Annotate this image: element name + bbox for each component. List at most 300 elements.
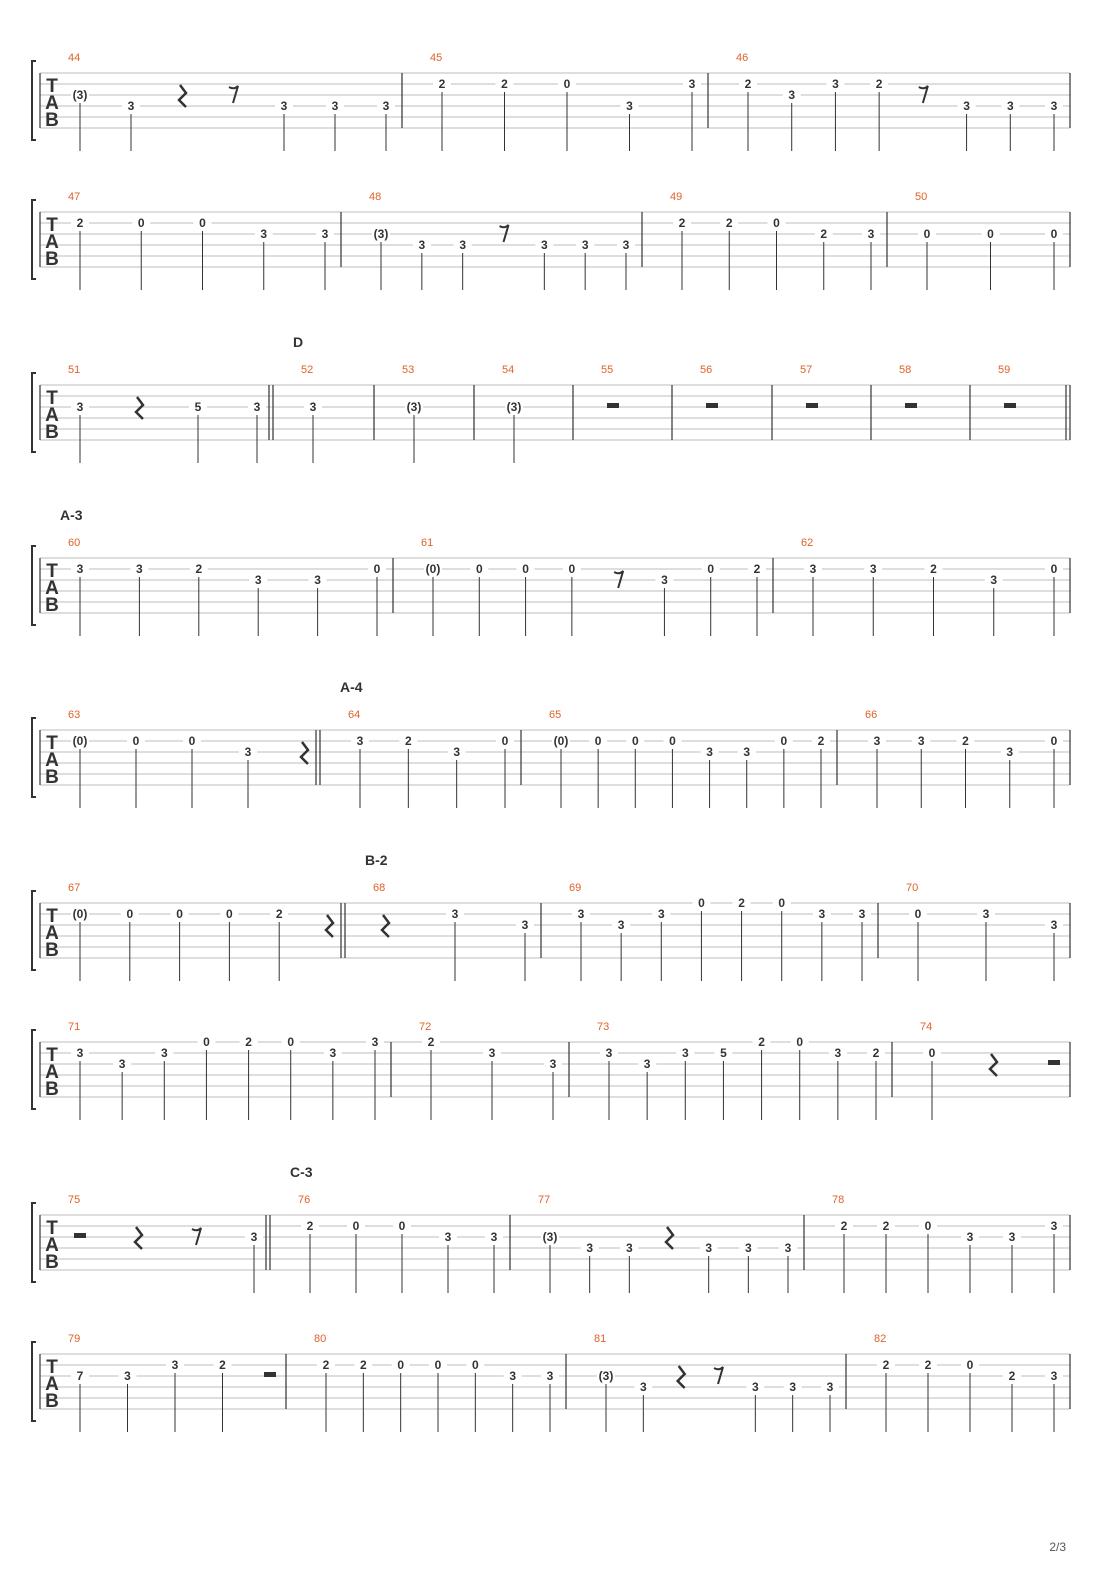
fret-number: 2 xyxy=(744,77,752,91)
system-bracket xyxy=(32,718,36,797)
fret-number: 2 xyxy=(962,734,969,748)
fret-number: 3 xyxy=(244,745,252,759)
fret-number: 2 xyxy=(322,1358,330,1372)
tab-clef-letter: B xyxy=(45,595,59,616)
fret-number: (3) xyxy=(542,1230,558,1244)
tab-clef-letter: A xyxy=(45,1235,59,1256)
fret-number: 0 xyxy=(137,216,145,230)
fret-number: (3) xyxy=(506,400,522,414)
tab-system xyxy=(32,679,1070,808)
fret-number: 3 xyxy=(136,562,143,576)
tab-clef-letter: B xyxy=(45,249,59,270)
fret-number: 3 xyxy=(1006,99,1014,113)
fret-number: 3 xyxy=(76,400,84,414)
fret-number: (0) xyxy=(425,562,441,576)
fret-number: 2 xyxy=(820,227,828,241)
tab-clef-letter: A xyxy=(45,93,59,114)
measure-number: 48 xyxy=(369,191,382,203)
fret-number: 3 xyxy=(76,562,84,576)
fret-number: 2 xyxy=(245,1035,252,1049)
fret-number: 3 xyxy=(751,1380,759,1394)
tab-system xyxy=(32,52,1070,151)
measure xyxy=(421,537,766,636)
measure-number: 78 xyxy=(832,1194,845,1206)
fret-number: (0) xyxy=(72,734,88,748)
quarter-rest xyxy=(136,397,143,419)
fret-number: (3) xyxy=(72,88,88,102)
fret-number: 2 xyxy=(678,216,686,230)
fret-number: 2 xyxy=(1008,1369,1016,1383)
tab-clef-letter: T xyxy=(46,1045,58,1066)
fret-number: 3 xyxy=(784,1241,792,1255)
measure-number: 80 xyxy=(314,1333,327,1345)
fret-number: 3 xyxy=(509,1369,517,1383)
quarter-rest xyxy=(990,1054,997,1076)
fret-number: 3 xyxy=(867,227,875,241)
half-rest xyxy=(74,1233,86,1238)
fret-number: 3 xyxy=(639,1380,647,1394)
fret-number: 0 xyxy=(631,734,639,748)
fret-number: 3 xyxy=(1050,1219,1058,1233)
measure xyxy=(800,364,818,408)
measure-number: 54 xyxy=(502,364,515,376)
tab-clef-letter: T xyxy=(46,1218,58,1239)
tab-system xyxy=(32,852,1070,981)
measure-number: 47 xyxy=(68,191,81,203)
quarter-rest xyxy=(135,1227,142,1249)
fret-number: 3 xyxy=(581,238,589,252)
fret-number: (3) xyxy=(373,227,389,241)
measure xyxy=(419,1021,562,1120)
fret-number: 2 xyxy=(725,216,733,230)
measure xyxy=(402,364,423,463)
fret-number: 3 xyxy=(1008,1230,1016,1244)
section-marker: C-3 xyxy=(290,1164,313,1180)
page-number: 2/3 xyxy=(1049,1540,1066,1554)
measure-number: 53 xyxy=(402,364,415,376)
fret-number: 2 xyxy=(738,896,745,910)
fret-number: 3 xyxy=(488,1046,496,1060)
measure-number: 45 xyxy=(430,52,443,64)
fret-number: 0 xyxy=(698,896,705,910)
measure xyxy=(68,52,395,151)
measure xyxy=(801,537,1063,636)
measure xyxy=(68,364,266,463)
fret-number: 3 xyxy=(681,1046,689,1060)
tab-clef-letter: B xyxy=(45,110,59,131)
fret-number: 3 xyxy=(444,1230,452,1244)
fret-number: 2 xyxy=(882,1219,890,1233)
fret-number: 0 xyxy=(1050,562,1058,576)
quarter-rest xyxy=(666,1227,673,1249)
measure-number: 64 xyxy=(348,709,361,721)
measure xyxy=(365,852,534,981)
measure-number: 82 xyxy=(874,1333,887,1345)
quarter-rest xyxy=(326,915,333,937)
fret-number: 3 xyxy=(706,745,713,759)
system-bracket xyxy=(32,373,36,452)
measure-number: 50 xyxy=(915,191,928,203)
measure xyxy=(569,882,871,981)
measure xyxy=(538,1194,797,1293)
measure xyxy=(670,191,880,290)
measure xyxy=(915,191,1063,290)
fret-number: 3 xyxy=(1050,99,1058,113)
measure xyxy=(549,709,830,808)
fret-number: 3 xyxy=(371,1035,379,1049)
fret-number: 3 xyxy=(617,918,625,932)
tab-clef-letter: T xyxy=(46,1357,58,1378)
fret-number: 0 xyxy=(522,562,529,576)
fret-number: 3 xyxy=(521,918,529,932)
fret-number: 3 xyxy=(490,1230,498,1244)
fret-number: 0 xyxy=(287,1035,295,1049)
fret-number: 3 xyxy=(76,1046,84,1060)
measure-number: 65 xyxy=(549,709,562,721)
measure-number: 68 xyxy=(373,882,386,894)
measure-number: 70 xyxy=(906,882,919,894)
fret-number: 2 xyxy=(875,77,883,91)
measure-number: 74 xyxy=(920,1021,933,1033)
measure-number: 67 xyxy=(68,882,81,894)
measure xyxy=(597,1021,885,1120)
measure-number: 55 xyxy=(601,364,614,376)
fret-number: 2 xyxy=(924,1358,932,1372)
measure xyxy=(601,364,619,408)
tab-clef-letter: B xyxy=(45,1391,59,1412)
measure xyxy=(68,1021,384,1120)
fret-number: 3 xyxy=(743,745,751,759)
tab-clef-letter: T xyxy=(46,906,58,927)
fret-number: 0 xyxy=(796,1035,804,1049)
fret-number: 3 xyxy=(586,1241,594,1255)
quarter-rest xyxy=(301,742,308,764)
fret-number: 2 xyxy=(817,734,825,748)
fret-number: 3 xyxy=(309,400,317,414)
fret-number: 3 xyxy=(453,745,461,759)
measure-number: 56 xyxy=(700,364,713,376)
tab-clef-letter: B xyxy=(45,1252,59,1273)
fret-number: 0 xyxy=(1050,227,1058,241)
fret-number: 3 xyxy=(788,88,796,102)
tab-clef-letter: A xyxy=(45,578,59,599)
fret-number: 3 xyxy=(744,1241,752,1255)
fret-number: 3 xyxy=(451,907,459,921)
fret-number: 2 xyxy=(872,1046,880,1060)
fret-number: 0 xyxy=(471,1358,479,1372)
measure-number: 73 xyxy=(597,1021,610,1033)
tab-clef-letter: A xyxy=(45,1062,59,1083)
fret-number: 5 xyxy=(720,1046,727,1060)
measure xyxy=(998,364,1016,408)
measure xyxy=(340,679,514,808)
half-rest xyxy=(1004,403,1016,408)
fret-number: 2 xyxy=(275,907,283,921)
fret-number: 0 xyxy=(434,1358,442,1372)
measure xyxy=(68,1194,263,1293)
fret-number: 3 xyxy=(626,99,633,113)
half-rest xyxy=(706,403,718,408)
measure-number: 58 xyxy=(899,364,912,376)
fret-number: 3 xyxy=(705,1241,713,1255)
measure-number: 44 xyxy=(68,52,81,64)
measure-number: 71 xyxy=(68,1021,81,1033)
fret-number: 3 xyxy=(873,734,881,748)
fret-number: 3 xyxy=(171,1358,179,1372)
fret-number: 0 xyxy=(966,1358,974,1372)
tab-clef-letter: T xyxy=(46,388,58,409)
fret-number: 0 xyxy=(398,1219,406,1233)
measure-number: 75 xyxy=(68,1194,81,1206)
measure xyxy=(369,191,635,290)
fret-number: 2 xyxy=(359,1358,367,1372)
quarter-rest xyxy=(179,85,186,107)
fret-number: 3 xyxy=(826,1380,834,1394)
measure-number: 59 xyxy=(998,364,1011,376)
measure xyxy=(865,709,1063,808)
measure xyxy=(290,1164,503,1293)
fret-number: 0 xyxy=(188,734,196,748)
fret-number: 0 xyxy=(780,734,788,748)
measure xyxy=(68,191,334,290)
measure xyxy=(832,1194,1063,1293)
measure xyxy=(906,882,1063,981)
fret-number: (0) xyxy=(72,907,88,921)
fret-number: 3 xyxy=(118,1057,126,1071)
fret-number: 0 xyxy=(568,562,576,576)
fret-number: 3 xyxy=(314,573,321,587)
measure-number: 76 xyxy=(298,1194,311,1206)
fret-number: 0 xyxy=(373,562,381,576)
fret-number: 3 xyxy=(661,573,668,587)
measure-number: 49 xyxy=(670,191,683,203)
measure xyxy=(293,334,322,463)
quarter-rest xyxy=(382,915,389,937)
fret-number: 2 xyxy=(501,77,508,91)
fret-number: 3 xyxy=(127,99,135,113)
half-rest xyxy=(905,403,917,408)
fret-number: 3 xyxy=(1006,745,1014,759)
tab-clef-letter: B xyxy=(45,767,59,788)
measure xyxy=(700,364,718,408)
fret-number: 0 xyxy=(923,227,931,241)
fret-number: 2 xyxy=(930,562,937,576)
fret-number: 2 xyxy=(438,77,446,91)
fret-number: 3 xyxy=(982,907,990,921)
fret-number: 2 xyxy=(219,1358,226,1372)
measure xyxy=(68,709,308,808)
tab-clef-letter: T xyxy=(46,561,58,582)
measure-number: 52 xyxy=(301,364,314,376)
fret-number: 3 xyxy=(160,1046,168,1060)
fret-number: 3 xyxy=(1050,1369,1058,1383)
half-rest xyxy=(607,403,619,408)
fret-number: 3 xyxy=(809,562,817,576)
fret-number: 3 xyxy=(253,400,261,414)
fret-number: 0 xyxy=(501,734,509,748)
measure xyxy=(920,1021,1060,1120)
fret-number: 0 xyxy=(475,562,483,576)
section-marker: A-4 xyxy=(340,679,363,695)
section-marker: A-3 xyxy=(60,507,83,523)
fret-number: 3 xyxy=(990,573,998,587)
fret-number: 0 xyxy=(352,1219,360,1233)
fret-number: 2 xyxy=(427,1035,435,1049)
fret-number: 3 xyxy=(858,907,866,921)
fret-number: 3 xyxy=(546,1369,554,1383)
fret-number: 0 xyxy=(203,1035,210,1049)
system-bracket xyxy=(32,1203,36,1282)
fret-number: 3 xyxy=(250,1230,258,1244)
fret-number: 3 xyxy=(834,1046,842,1060)
measure-number: 79 xyxy=(68,1333,81,1345)
tab-clef-letter: B xyxy=(45,940,59,961)
measure xyxy=(594,1333,839,1432)
fret-number: 3 xyxy=(356,734,364,748)
fret-number: 3 xyxy=(331,99,339,113)
measure-number: 66 xyxy=(865,709,878,721)
fret-number: (0) xyxy=(553,734,569,748)
fret-number: 0 xyxy=(773,216,780,230)
tab-clef-letter: A xyxy=(45,923,59,944)
tab-clef-letter: A xyxy=(45,1374,59,1395)
fret-number: 3 xyxy=(540,238,548,252)
fret-number: 3 xyxy=(321,227,329,241)
system-bracket xyxy=(32,1342,36,1421)
fret-number: 3 xyxy=(963,99,970,113)
fret-number: 3 xyxy=(280,99,288,113)
half-rest xyxy=(1048,1060,1060,1065)
tab-clef-letter: B xyxy=(45,422,59,443)
fret-number: 0 xyxy=(226,907,233,921)
measure xyxy=(68,1333,276,1432)
fret-number: 2 xyxy=(306,1219,314,1233)
fret-number: 7 xyxy=(76,1369,84,1383)
fret-number: 0 xyxy=(397,1358,405,1372)
fret-number: 0 xyxy=(924,1219,932,1233)
half-rest xyxy=(806,403,818,408)
measure-number: 61 xyxy=(421,537,434,549)
fret-number: 0 xyxy=(126,907,134,921)
fret-number: 0 xyxy=(987,227,994,241)
tab-system xyxy=(32,1164,1070,1293)
measure-number: 81 xyxy=(594,1333,607,1345)
fret-number: 3 xyxy=(622,238,630,252)
quarter-rest xyxy=(678,1366,685,1388)
fret-number: 0 xyxy=(563,77,571,91)
tab-system xyxy=(32,334,1070,463)
tab-system xyxy=(32,1021,1070,1120)
tab-clef-letter: T xyxy=(46,215,58,236)
fret-number: 3 xyxy=(382,99,390,113)
fret-number: 0 xyxy=(132,734,140,748)
fret-number: 2 xyxy=(840,1219,848,1233)
system-bracket xyxy=(32,546,36,625)
fret-number: 0 xyxy=(928,1046,936,1060)
fret-number: 3 xyxy=(643,1057,651,1071)
section-marker: B-2 xyxy=(365,852,388,868)
tab-clef-letter: T xyxy=(46,76,58,97)
measure xyxy=(430,52,701,151)
measure xyxy=(736,52,1063,151)
measure xyxy=(60,507,386,636)
fret-number: 0 xyxy=(914,907,922,921)
fret-number: 3 xyxy=(124,1369,131,1383)
measure xyxy=(502,364,523,463)
measure-number: 63 xyxy=(68,709,81,721)
fret-number: 0 xyxy=(669,734,676,748)
system-bracket xyxy=(32,1030,36,1109)
fret-number: 3 xyxy=(688,77,696,91)
tab-system xyxy=(32,507,1070,636)
system-bracket xyxy=(32,61,36,140)
measure xyxy=(314,1333,559,1432)
tab-clef-letter: B xyxy=(45,1079,59,1100)
fret-number: 3 xyxy=(329,1046,337,1060)
tab-clef-letter: A xyxy=(45,750,59,771)
fret-number: 3 xyxy=(577,907,585,921)
section-marker: D xyxy=(293,334,304,350)
system-bracket xyxy=(32,891,36,970)
fret-number: (3) xyxy=(598,1369,614,1383)
fret-number: 3 xyxy=(832,77,839,91)
fret-number: 3 xyxy=(917,734,925,748)
tab-clef-letter: T xyxy=(46,733,58,754)
tab-clef-letter: A xyxy=(45,232,59,253)
fret-number: 3 xyxy=(1050,918,1058,932)
fret-number: 3 xyxy=(549,1057,557,1071)
fret-number: 0 xyxy=(1050,734,1058,748)
fret-number: 0 xyxy=(778,896,786,910)
measure-number: 57 xyxy=(800,364,813,376)
fret-number: 2 xyxy=(753,562,761,576)
fret-number: 0 xyxy=(199,216,206,230)
measure xyxy=(899,364,917,408)
fret-number: 3 xyxy=(789,1380,797,1394)
measure-number: 60 xyxy=(68,537,81,549)
measure xyxy=(874,1333,1063,1432)
tab-clef-letter: A xyxy=(45,405,59,426)
fret-number: 3 xyxy=(605,1046,613,1060)
tab-system xyxy=(32,191,1070,290)
tab-system xyxy=(32,1333,1070,1432)
fret-number: 3 xyxy=(260,227,268,241)
half-rest xyxy=(264,1372,276,1377)
measure-number: 51 xyxy=(68,364,81,376)
fret-number: 3 xyxy=(418,238,426,252)
measure-number: 72 xyxy=(419,1021,432,1033)
measure-number: 46 xyxy=(736,52,749,64)
fret-number: 0 xyxy=(176,907,183,921)
fret-number: 2 xyxy=(758,1035,765,1049)
fret-number: (3) xyxy=(406,400,422,414)
fret-number: 2 xyxy=(76,216,84,230)
fret-number: 3 xyxy=(459,238,467,252)
fret-number: 3 xyxy=(966,1230,974,1244)
fret-number: 3 xyxy=(869,562,877,576)
measure-number: 69 xyxy=(569,882,582,894)
fret-number: 0 xyxy=(594,734,602,748)
fret-number: 2 xyxy=(404,734,412,748)
measure xyxy=(68,882,333,981)
fret-number: 3 xyxy=(657,907,665,921)
fret-number: 5 xyxy=(194,400,202,414)
measure-number: 62 xyxy=(801,537,814,549)
fret-number: 2 xyxy=(882,1358,890,1372)
measure-number: 77 xyxy=(538,1194,551,1206)
fret-number: 3 xyxy=(818,907,826,921)
fret-number: 2 xyxy=(195,562,203,576)
